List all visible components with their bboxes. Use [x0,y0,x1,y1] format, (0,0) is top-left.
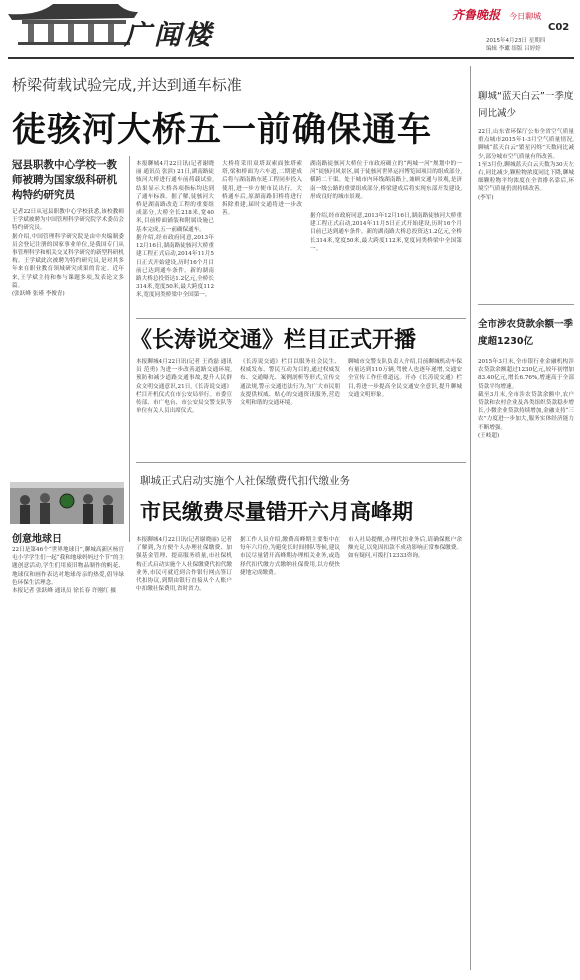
earth-day-photo [10,482,124,524]
story2-col1: 本报聊城4月22日讯(记者 王尚磊 通讯员 范勇) 为进一步改善道路交通环境,预防和减少道路交通事故,提升人民群众文明交通意识,21日,《长涛说交通》栏目开机仪式在市公安局举行。市委宣传部、市广电台、市公安局交警支队等单位有关人员出席仪式。 [136,359,232,415]
story1-col3: 大桥将采用双塔双索面独塔索塔,梁和桥面为六车道,二期建成后将与湖南路东延工程同步投入使用,进一步方便市民出行。大桥通车后,原湖南路旧桥将进行拆除重建,届时交通将进一步改善。 [222,161,302,217]
photo-caption-title: 创意地球日 [12,534,62,545]
story1-body-extra [310,212,462,308]
story1-bottom-rule [136,318,466,319]
paper-logo: 齐鲁晚报 [452,8,501,22]
story2-col2: 《长涛说交通》栏目以服务社会民生、权威发布、警民互动为目的,通过权威发布、交通曝光、案例剖析等形式,宣传交通法规,警示交通违法行为,为广大市民朋友提供权威、贴心的交通资讯服务,营造文明和谐的交通环境。 [240,359,340,407]
story3-headline: 市民缴费尽量错开六月高峰期 [140,500,413,524]
story1-headline: 徒骇河大桥五一前确保通车 [12,110,432,150]
story1-col1: 本报聊城4月22日讯(记者谢晓丽 通讯员 张滨) 21日,湖南路徒骇河大桥进行通车前荷载试验,结果显示大桥各项指标均达到了通车标准。据了解,徒骇河大桥是湖南路改造工程的重要组成部分,大桥全长218米,宽40米,目前桥面铺装和附属设施已基本完成,五一前确保通车。 [136,161,214,233]
story3-col1: 本报聊城4月22日讯(记者谢晓丽) 记者了解到,为方便个人办理社保缴费、加强基金管理、提高服务质量,市社保机构正式启动实施个人社保缴费代扣代缴业务,市民可就近到合作银行网点签订代扣协议,到期由银行直接从个人账户中扣缴社保费用,省时省力。 [136,537,232,593]
story2-col3: 聊城市交警支队负责人介绍,目前聊城机动车保有量达到110万辆,驾驶人也逐年递增,交通安全宣传工作任重道远。开办《长涛说交通》栏目,将进一步提高全民交通安全意识,提升聊城交通文明形象。 [348,359,462,398]
story2-bottom-rule [136,462,466,463]
right2-headline: 全市涉农贷款余额一季度超1230亿 [478,319,574,347]
credits: 编辑 李瓛 组版 吕婷婷 [486,46,541,52]
story1-kicker: 桥梁荷载试验完成,并达到通车标准 [12,76,242,94]
story1-col2: 据介绍,经市政府同意,2013年12月16日,湖南路徒骇河大桥重建工程正式启动,2014年11月5日正式开始建设,历时16个月目前已达到通车条件。新的湖南路大桥总投资达1.2亿元,全桥长314米,宽度50米,最大跨度112米,宽度同类桥梁中全国第一。 [136,235,214,299]
photo-caption-body: 22日是第46个“世界地球日”,聊城高新区杨官屯小学学生们一起“我和地球妈妈过个节”的主题创意活动,学生们用废旧物品制作的帆花、地球仪和画作表达对地球母亲的热爱,倡导绿色环保生活理念。 本报记者 张跃峰 通讯员 徐长春 许刚红 摄 [12,547,124,595]
story3-col2: 据工作人员介绍,缴费高峰期主要集中在每年六月份,为避免长时间排队等候,建议市民尽量错开高峰期办理相关业务,或选择代扣代缴方式缴纳社保费用,以方便快捷地完成缴费。 [240,537,340,576]
story1-col4: 湖南路徒骇河大桥位于市政府确立的“两城一河”规划中的一河“徒骇河风景区,属于徒骇河世界运河博览园项目的组成部分,横跨二干渠。处于城市内环线湖南路上,兼顾交通与景观,是济南一级公路的重要组成部分,桥梁建成后将实现东部开发建设,形成良好的城市景观。 [310,161,462,200]
story3-col3: 市人社局提醒,办理代扣业务后,请确保账户余额充足,以免因扣款不成功影响正常参保缴费。如有疑问,可拨打12333咨询。 [348,537,462,560]
right1-headline: 聊城“蓝天白云”一季度同比减少 [478,91,574,119]
edition-name: 今日聊城 [509,12,542,21]
pavilion-roof-logo-icon [8,2,138,48]
sidebar-left-body: 记者22日从冠县职教中心学校获悉,该校教师王学斌被聘为中国管理科学研究院学术委员会特约研究员。 据介绍,中国管理科学研究院是由中央编制委员会登记注册的国家事业单位,是我国专门从事管理科学和相关交叉科学研究的新型科研机构。王学斌此次被聘为特约研究员,是对其多年来在职业教育领域研究成果的肯定。近年来,王学斌主持和参与课题多项,发表论文多篇。 (张跃峰 张瑾 李俊青) [12,209,124,298]
column-title: 广闻楼 [124,20,214,51]
right-divider [478,304,574,305]
sidebar-left-headline: 冠县职教中心学校一教师被聘为国家级科研机构特约研究员 [12,159,117,201]
children-silhouettes-icon [10,482,124,524]
masthead [0,0,580,60]
masthead-rule [8,57,574,59]
story2-headline: 《长涛说交通》栏目正式开播 [130,327,417,353]
story1-col4-continued: 据介绍,经市政府同意,2013年12月16日,湖南路徒骇河大桥重建工程正式启动,2014年11月5日正式开始建设,历时16个月目前已达到通车条件。新的湖南路大桥总投资达1.2亿元,全桥长314米,宽度50米,最大跨度112米,宽度同类桥梁中全国第一。 [310,213,462,252]
right-column-divider [470,66,471,970]
page-code: C02 [548,22,570,33]
right1-body: 22日,山东省环保厅公布全省空气质量重点城市2015年1-3月空气质量情况,聊城“蓝天白云”繁星闪烁”天数同比减少,部分城市空气质量有所改善。 1至3月份,聊城蓝天白云天数为30天左右,同比减少,颗粒物浓度同比下降,聊城细颗粒物平均浓度在全省排名靠后,环境空气质量仍需持续改善。 (李军) [478,129,574,201]
right2-body: 2015年3月末,全市银行业金融机构涉农贷款余额超过1230亿元,较年初增加83.40亿元,增长6.76%,增速高于全部贷款平均增速。 截至3月末,全市涉农贷款余额中,农户贷款和农村企业及各类组织贷款稳步增长,小微企业贷款持续增加,金融支持“三农”力度进一步加大,服务实体经济能力不断增强。 (王岐超) [478,359,574,439]
paper-name [452,4,541,23]
date-line: 2015年4月23日 星期四 [486,38,546,44]
story3-kicker: 聊城正式启动实施个人社保缴费代扣代缴业务 [140,475,350,487]
